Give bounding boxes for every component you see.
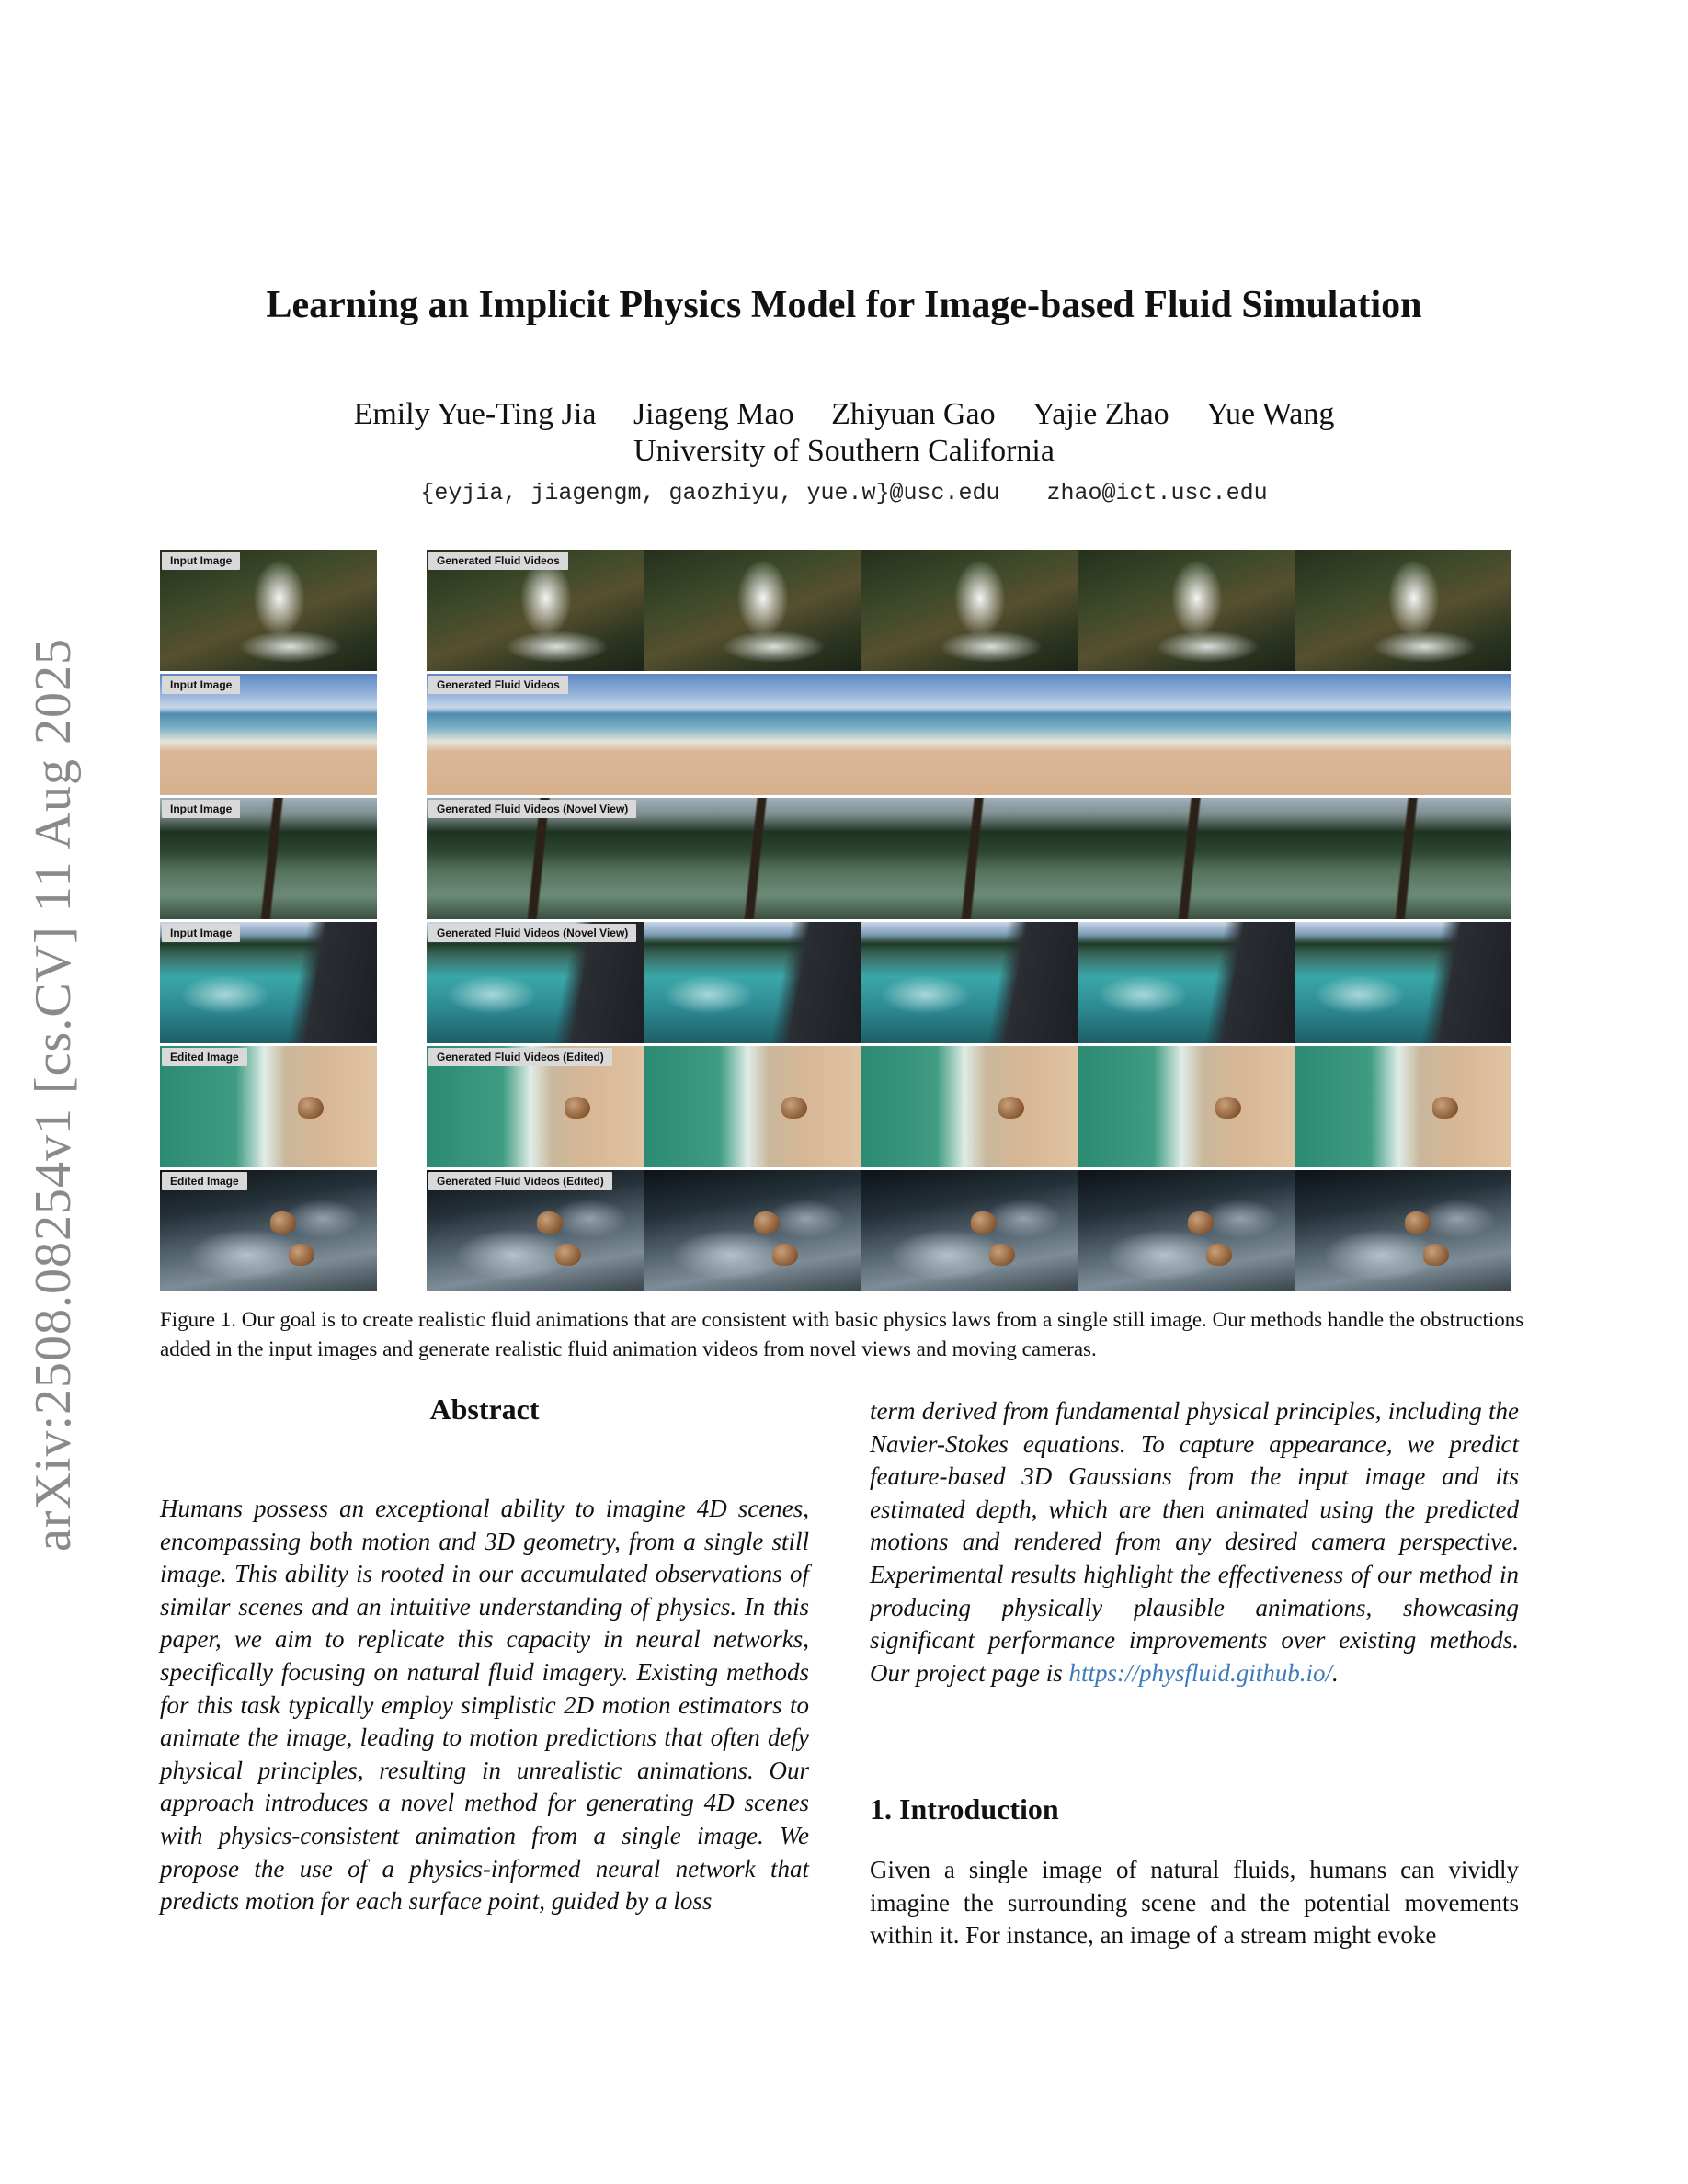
author: Jiageng Mao xyxy=(633,397,794,431)
input-image-thumbnail xyxy=(160,674,377,795)
generated-video-label: Generated Fluid Videos xyxy=(428,676,568,694)
obstruction-rock xyxy=(289,1244,314,1266)
teaser-figure xyxy=(160,550,1526,1296)
obstruction-rock xyxy=(1423,1244,1449,1266)
generated-video-frame xyxy=(861,1170,1078,1291)
generated-video-frame xyxy=(644,550,861,671)
author: Yue Wang xyxy=(1206,397,1335,431)
input-image-thumbnail xyxy=(160,550,377,671)
generated-video-frame xyxy=(427,1170,644,1291)
generated-video-frame xyxy=(644,798,861,919)
input-image-label: Input Image xyxy=(162,676,240,694)
generated-video-frame xyxy=(1078,1170,1295,1291)
generated-video-frame xyxy=(861,1046,1078,1167)
project-page-link[interactable]: https://physfluid.github.io/ xyxy=(1068,1658,1332,1687)
email-list xyxy=(0,480,1688,506)
author: Yajie Zhao xyxy=(1032,397,1169,431)
figure-caption: Figure 1. Our goal is to create realistic fluid animations that are consistent with basic physics laws from a single still image. Our methods handle the obstructions added in the input images and generate realistic fluid animation videos from novel views and moving cameras. xyxy=(160,1308,1524,1360)
obstruction-rock xyxy=(270,1211,296,1234)
generated-video-frame xyxy=(1078,798,1295,919)
input-image-label: Input Image xyxy=(162,924,240,942)
generated-video-frame xyxy=(1295,798,1511,919)
email: zhao@ict.usc.edu xyxy=(1046,480,1268,506)
author-list xyxy=(0,395,1688,434)
input-image-label: Edited Image xyxy=(162,1172,247,1190)
generated-video-frame xyxy=(427,550,644,671)
abstract-text-left: Humans possess an exceptional ability to imagine 4D scenes, encompassing both motion and 3D geometry, from a single still image. This ability is rooted in our accumulated observations of similar scenes and an intuitive understanding of physics. In this paper, we aim to replicate this capacity in neural networks, specifically focusing on natural fluid imagery. Existing methods for this task typically employ simplistic 2D motion estimators to animate the image, leading to motion predictions that often defy physical principles, resulting in unrealistic animations. Our approach introduces a novel method for generating 4D scenes with physics-consistent animation from a single image. We propose the use of a physics-informed neural network that predicts motion for each surface point, guided by a loss xyxy=(160,1495,809,1916)
paper-title: Learning an Implicit Physics Model for Image-based Fluid Simulation xyxy=(266,284,1422,326)
email: {eyjia, jiagengm, gaozhiyu, yue.w}@usc.edu xyxy=(420,480,1000,506)
input-image-label: Input Image xyxy=(162,552,240,570)
generated-video-label: Generated Fluid Videos (Edited) xyxy=(428,1048,612,1066)
abstract-heading: Abstract xyxy=(429,1393,540,1426)
generated-video-frame xyxy=(1295,922,1511,1043)
obstruction-rock xyxy=(754,1211,780,1234)
generated-video-frame xyxy=(644,674,861,795)
generated-video-frame xyxy=(644,1046,861,1167)
obstruction-rock xyxy=(537,1211,563,1234)
obstruction-rock xyxy=(565,1097,590,1119)
generated-video-frame xyxy=(861,798,1078,919)
generated-video-frame xyxy=(1078,1046,1295,1167)
generated-video-frame xyxy=(861,550,1078,671)
generated-video-label: Generated Fluid Videos (Edited) xyxy=(428,1172,612,1190)
generated-video-label: Generated Fluid Videos (Novel View) xyxy=(428,924,636,942)
obstruction-rock xyxy=(971,1211,997,1234)
obstruction-rock xyxy=(1215,1097,1241,1119)
abstract-text-right xyxy=(870,1395,1519,1689)
generated-video-frame xyxy=(1078,550,1295,671)
generated-video-frame xyxy=(1295,550,1511,671)
input-image-thumbnail xyxy=(160,1170,377,1291)
section-heading-introduction: 1. Introduction xyxy=(870,1792,1059,1826)
input-image-label: Edited Image xyxy=(162,1048,247,1066)
obstruction-rock xyxy=(1432,1097,1458,1119)
generated-video-frame xyxy=(644,1170,861,1291)
abstract-text-continued: term derived from fundamental physical principles, including the Navier-Stokes equations. To capture appearance, we predict feature-based 3D Gaussians from the input image and its estimated depth, which are then animated using the predicted motions and rendered from any desired camera perspective. Experimental results highlight the effectiveness of our method in producing physically plausible animations, showcasing significant performance improvements over existing methods. Our project page is xyxy=(870,1397,1519,1687)
obstruction-rock xyxy=(298,1097,324,1119)
affiliation: University of Southern California xyxy=(633,434,1055,468)
obstruction-rock xyxy=(1206,1244,1232,1266)
obstruction-rock xyxy=(1405,1211,1431,1234)
input-image-thumbnail xyxy=(160,798,377,919)
generated-video-frame xyxy=(427,922,644,1043)
generated-video-frame xyxy=(1295,1170,1511,1291)
input-image-label: Input Image xyxy=(162,800,240,818)
author: Zhiyuan Gao xyxy=(831,397,996,431)
generated-video-frame xyxy=(1078,674,1295,795)
generated-video-frame xyxy=(861,922,1078,1043)
generated-video-label: Generated Fluid Videos (Novel View) xyxy=(428,800,636,818)
generated-video-frame xyxy=(427,798,644,919)
generated-video-frame xyxy=(1295,674,1511,795)
obstruction-rock xyxy=(555,1244,581,1266)
input-image-thumbnail xyxy=(160,922,377,1043)
obstruction-rock xyxy=(772,1244,798,1266)
generated-video-frame xyxy=(1295,1046,1511,1167)
generated-video-frame xyxy=(427,1046,644,1167)
obstruction-rock xyxy=(998,1097,1024,1119)
abstract-period: . xyxy=(1332,1658,1339,1687)
arxiv-identifier: arXiv:2508.08254v1 [cs.CV] 11 Aug 2025 xyxy=(25,637,82,1553)
generated-video-frame xyxy=(427,674,644,795)
generated-video-frame xyxy=(861,674,1078,795)
input-image-thumbnail xyxy=(160,1046,377,1167)
generated-video-frame xyxy=(1078,922,1295,1043)
obstruction-rock xyxy=(781,1097,807,1119)
obstruction-rock xyxy=(1188,1211,1214,1234)
author: Emily Yue-Ting Jia xyxy=(353,397,597,431)
generated-video-label: Generated Fluid Videos xyxy=(428,552,568,570)
introduction-text: Given a single image of natural fluids, humans can vividly imagine the surrounding scene and the potential movements within it. For instance, an image of a stream might evoke xyxy=(870,1856,1519,1950)
generated-video-frame xyxy=(644,922,861,1043)
obstruction-rock xyxy=(989,1244,1015,1266)
